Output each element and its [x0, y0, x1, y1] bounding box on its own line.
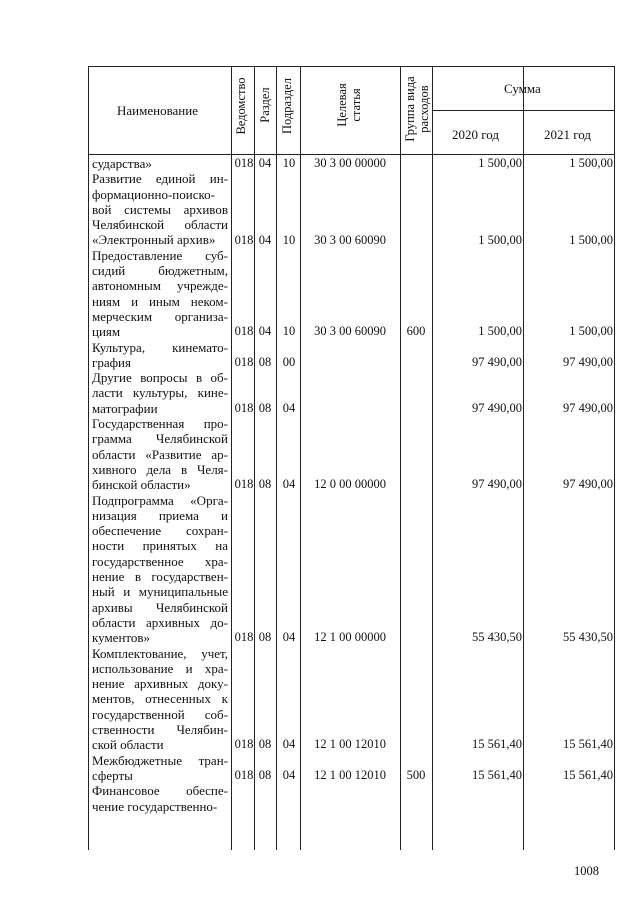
row-celevaya-statya: 30 3 00 60090	[314, 324, 386, 339]
table-column-divider	[400, 66, 401, 850]
row-name	[92, 248, 228, 340]
row-name-line: кументов»	[92, 630, 151, 646]
header-gruppa-2: расходов	[417, 85, 431, 133]
row-name-line: формационно-поиско-	[92, 186, 215, 202]
row-gruppa: 600	[406, 324, 426, 339]
row-sum-2021: 1 500,00	[569, 156, 613, 170]
row-name-line: ласти культуры, кине-	[92, 385, 228, 401]
header-celevaya-1: Целевая	[335, 83, 349, 127]
row-sum-2020: 97 490,00	[472, 400, 522, 415]
row-razdel: 08	[258, 477, 272, 492]
row-podrazdel: 04	[282, 477, 296, 492]
row-name-line: государственное хра-	[92, 553, 228, 569]
row-sum-2020: 97 490,00	[472, 354, 522, 369]
row-name-line: вой системы архивов	[92, 201, 228, 217]
row-name-line: сидий бюджетным,	[92, 263, 228, 279]
row-vedomstvo: 018	[234, 400, 254, 415]
row-name-line: Подпрограмма «Орга-	[92, 492, 228, 508]
row-name-line: Предоставление суб-	[92, 247, 228, 263]
header-bottom-border	[88, 154, 615, 155]
row-name-line: матографии	[92, 400, 158, 416]
row-podrazdel: 04	[282, 630, 296, 645]
row-name-line: мерческим организа-	[92, 308, 228, 324]
row-vedomstvo: 018	[234, 768, 254, 782]
row-name-line: чение государственно-	[92, 798, 218, 814]
row-name-line: области «Развитие ар-	[92, 446, 228, 462]
row-podrazdel: 10	[282, 232, 296, 247]
row-sum-2020: 15 561,40	[472, 768, 522, 782]
row-sum-2021: 97 490,00	[563, 400, 613, 415]
row-name-line: Межбюджетные тран-	[92, 752, 228, 768]
row-celevaya-statya: 30 3 00 00000	[314, 156, 386, 170]
row-sum-2021: 97 490,00	[563, 477, 613, 492]
row-razdel: 04	[258, 232, 272, 247]
row-name-line: области архивных до-	[92, 614, 228, 630]
row-name-line: ментов, отнесенных к	[92, 691, 228, 707]
row-sum-2020: 55 430,50	[472, 630, 522, 645]
row-podrazdel: 10	[282, 324, 296, 339]
row-razdel: 08	[258, 737, 272, 752]
row-name-line: государственной соб-	[92, 706, 228, 722]
row-name-line: низация приема и	[92, 507, 228, 523]
table-border-right	[614, 66, 615, 850]
header-celevaya-2: статья	[349, 88, 363, 122]
row-vedomstvo: 018	[234, 630, 254, 645]
row-name	[92, 340, 228, 371]
header-gruppa-1: Группа вида	[403, 76, 417, 142]
row-name-line: автономным учрежде-	[92, 278, 228, 294]
row-vedomstvo: 018	[234, 232, 254, 247]
row-name-line: ской области	[92, 737, 164, 753]
row-vedomstvo: 018	[234, 477, 254, 492]
row-name-line: Челябинской области	[92, 217, 228, 233]
row-sum-2021: 1 500,00	[569, 232, 613, 247]
header-sum-divider	[432, 110, 615, 111]
row-name-line: хивного дела в Челя-	[92, 461, 228, 477]
row-vedomstvo: 018	[234, 354, 254, 369]
row-name	[92, 156, 228, 171]
row-name-line: Развитие единой ин-	[92, 171, 228, 187]
row-celevaya-statya: 12 1 00 12010	[314, 737, 386, 752]
table-column-divider	[523, 66, 524, 850]
row-sum-2021: 15 561,40	[563, 737, 613, 752]
header-year-2020: 2020 год	[452, 127, 499, 142]
row-sum-2020: 1 500,00	[478, 156, 522, 170]
row-name-line: ности принятых на	[92, 538, 228, 554]
table-column-divider	[276, 66, 277, 850]
row-celevaya-statya: 30 3 00 60090	[314, 232, 386, 247]
header-razdel: Раздел	[258, 87, 272, 123]
row-name-line: ниям и иным неком-	[92, 293, 228, 309]
table-column-divider	[231, 66, 232, 850]
row-name	[92, 416, 228, 492]
table-border-top	[88, 66, 615, 67]
page-number: 1008	[574, 864, 599, 878]
row-name-line: циям	[92, 324, 121, 340]
row-name	[92, 753, 228, 784]
row-sum-2020: 97 490,00	[472, 477, 522, 492]
row-vedomstvo: 018	[234, 737, 254, 752]
row-name-line: «Электронный архив»	[92, 232, 216, 248]
row-name	[92, 493, 228, 646]
row-name-line: бинской области»	[92, 477, 191, 493]
row-name-line: ный и муниципальные	[92, 584, 228, 600]
row-name-line: Государственная про-	[92, 416, 228, 432]
row-sum-2021: 97 490,00	[563, 354, 613, 369]
row-name-line: нение архивных доку-	[92, 676, 228, 692]
row-podrazdel: 04	[282, 737, 296, 752]
table-column-divider	[254, 66, 255, 850]
row-vedomstvo: 018	[234, 156, 254, 170]
header-vedomstvo: Ведомство	[234, 77, 248, 135]
row-name	[92, 646, 228, 753]
row-razdel: 08	[258, 630, 272, 645]
row-name-line: сферты	[92, 767, 133, 783]
table-border-left	[88, 66, 89, 850]
row-name-line: Финансовое обеспе-	[92, 783, 228, 799]
row-name	[92, 171, 228, 247]
row-sum-2020: 1 500,00	[478, 324, 522, 339]
row-name	[92, 783, 228, 814]
table-column-divider	[300, 66, 301, 850]
row-podrazdel: 10	[282, 156, 296, 170]
row-sum-2020: 15 561,40	[472, 737, 522, 752]
row-razdel: 04	[258, 156, 272, 170]
row-sum-2020: 1 500,00	[478, 232, 522, 247]
row-sum-2021: 1 500,00	[569, 324, 613, 339]
row-sum-2021: 15 561,40	[563, 768, 613, 782]
row-podrazdel: 04	[282, 400, 296, 415]
row-name-line: ственности Челябин-	[92, 722, 228, 738]
row-name-line: использование и хра-	[92, 660, 228, 676]
row-razdel: 08	[258, 354, 272, 369]
row-razdel: 08	[258, 768, 272, 782]
row-celevaya-statya: 12 0 00 00000	[314, 477, 386, 492]
row-razdel: 08	[258, 400, 272, 415]
row-sum-2021: 55 430,50	[563, 630, 613, 645]
row-celevaya-statya: 12 1 00 12010	[314, 768, 386, 782]
row-celevaya-statya: 12 1 00 00000	[314, 630, 386, 645]
table-column-divider	[432, 66, 433, 850]
row-name-line: нение в государствен-	[92, 569, 228, 585]
row-podrazdel: 00	[282, 354, 296, 369]
row-gruppa: 500	[406, 768, 426, 782]
row-name-line: Комплектование, учет,	[92, 645, 228, 661]
row-razdel: 04	[258, 324, 272, 339]
header-podrazdel: Подраздел	[280, 78, 294, 134]
row-name-line: Другие вопросы в об-	[92, 370, 228, 386]
row-name	[92, 370, 228, 416]
row-name-line: грамма Челябинской	[92, 431, 228, 447]
header-name: Наименование	[117, 103, 198, 118]
row-name-line: сударства»	[92, 156, 152, 171]
row-name-line: Культура, кинемато-	[92, 339, 228, 355]
row-name-line: графия	[92, 354, 131, 370]
row-name-line: архивы Челябинской	[92, 599, 228, 615]
row-podrazdel: 04	[282, 768, 296, 782]
header-year-2021: 2021 год	[544, 127, 591, 142]
row-name-line: обеспечение сохран-	[92, 523, 228, 539]
header-summa: Сумма	[504, 81, 541, 96]
row-vedomstvo: 018	[234, 324, 254, 339]
